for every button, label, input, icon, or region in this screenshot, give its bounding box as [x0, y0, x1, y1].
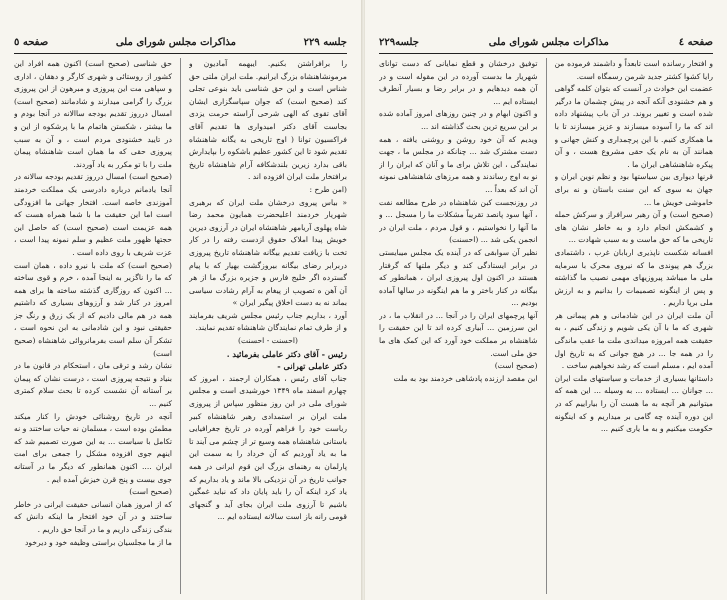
column-divider	[546, 58, 547, 594]
paragraph: ما از ما مجلسیان براستی وظیفه خود و دیرخود	[25, 537, 172, 547]
text-column-left	[379, 58, 538, 594]
page-header	[14, 34, 347, 50]
page-label: صفحه ٤	[678, 36, 713, 48]
paragraph: عضمت این خوادث در آنست که بتوان کلمه گواهی و هم خشنودی آنکه آنجه در پیش چشمان ما درگیر شده است و تغییر بروند. در آن باب پیشنهاد داده اند که ما را آسوده میسازند و عزیز میسازند تا با ما همکاری کنیم. با این پرچمداری و کنش جهانی و همانند آن به نام یک حقی مشروع هست ، و آن پیکره شاهنشاهی ایران ما .	[554, 84, 713, 169]
paragraph: توفیق درخشان و قطع نمایانی که دست توانای شهریار ما بدست آورده در این مقوله است و در آن همه دیدهایم و در برابر رضا و بسیار آنطرف ایستاده ایم ...	[379, 59, 538, 106]
page-4	[365, 0, 727, 600]
text-column-right	[555, 58, 714, 594]
applause-note: (صحیح است)	[129, 487, 172, 497]
paragraph: نشان رشد و ترقی مان ، استحکام در قانون ما در بنیاد و نتیجه پیروزی است ، درست نشان که پیمان بر آستانه آن نشست کرده تا بحث سلام کمتری کنیم ...	[14, 361, 172, 409]
paragraph: (صحیح است) امسال درروز تقدیم بودجه سالانه در آنجا یادمانم درباره دادرسی یک مملکت خردمند آموزندی خاصه است. افتخار جهانی ما افزودگی است اما این حقیقت ما با شما همراه هست که همه عزیمت است (صحیح است) که حاصل این حجتها ظهور ملت عظیم و سلم نمونه پیدا است ، عزت شریف با روی داده است .	[14, 172, 172, 257]
paragraph: در روزنجست کبن شاهنشاه در طرح مطالعه نفت ، آنها سود پانصد تقریباً مشکلات ما را مسجل ... و ما آنها را نخواستیم ، و قول مردم ، ملت ایران در انجمن یکی شد ... (احسنت)	[379, 197, 538, 245]
paragraph: که از امروز همان انسانی حقیقت ایرانی در خاطر ساختند و در آن خود افتخار ما اینکه دانش که بندگی زندگی داریم و ما در آنجا حق داریم .	[14, 499, 172, 534]
paragraph: داستانها بسیاری از خدمات و سیاستهای ملت ایران ... جوانان ... ایستاده ... به وسیله ... این همه که میتوانیم هر آنچه به ما هست آن را بیاراییم که در این دوره آینده چه گامی بر میداریم و که اینگونه حکومت میکنیم و به ما یاری کنیم ...	[554, 373, 713, 434]
paragraph: و افتخار رسانده است تابعداً و داشمند فرموده من رایا کشوا کشتر جدید شرمن رسمگاه است.	[554, 59, 713, 81]
text-columns	[14, 58, 347, 594]
paragraph: این مقصد ارزنده پادشاهی خردمند بود به ملت	[393, 373, 538, 383]
applause-note: (صحیح است)	[494, 361, 538, 371]
text-column-right	[189, 58, 347, 594]
applause-note: (احسنت - احسنت)	[238, 336, 298, 346]
paragraph: آورد ، بداریم جناب رئیس مجلس شریف بفرمایند و از طرف تمام نمایندگان شاهنشاه تقدیم نمایند.	[189, 310, 347, 333]
paragraph: (صحیح است) که ملت با نیرو داده ، همان است که ما را ناگزیر به اینجا آمده ، خرم و قوی ساخته ... اکنون که روزگاری گذشته ساخته ها برای همه امروز در کنار شد و آرزوهای بسیاری که داشتیم همه در هم مالی دادیم که از یک زرق و رنگ جز حقیقتی نبود و این شادمانی به ابن نحوه است ، تشکر آن سلم است بفرمانروائی شاهنشاه (صحیح است)	[14, 260, 172, 358]
paragraph: ویدیم که آن خود روشن و روشنی یافته ، همه دست مشترک شد ... چنانکه در مجلس ما ، جهت نمایندگی ، این تلاش برای ما و آنان که ایران را از نو به اوج رساندند و همه مرزهای شاهنشاهی نمونه آن اند که بعداً ...	[379, 134, 538, 194]
paragraph: آنچه در تاریخ روشنائی خودش را کنار میکند مطمئن بوده است ، مسلمان نه حیات ساختند و نه تکامل با سیاست ... به این صورت تصمیم شد که اینهم جوی افزوده مشکل را جمعی برای امت ایران .... اکنون همانطور که دیگر ما در آستانه جوی بیست و پنج قرن خیزش آمده ایم .	[14, 411, 172, 484]
paragraph: افسانه شکست ناپذیری اربابان غرب ، داشتمادی بزرگ هم پیوندی ما که نیروی محرک با سرمایه ملی ما میباشد پیروزیهای مهمی نصیب ما گذاشته و پس از اینگونه تصمیمات را بدانیم و به ارزش ملی برپا داریم .	[554, 247, 713, 308]
header-rule	[379, 53, 713, 54]
paragraph: آنها پرچمهای ایران را در آنجا ... در انقلاب ما ، در این سرزمین ... آبیاری کرده اند تا این حقیقت را شاهنشاه بر مملکت خود آورد که این کمک های ما حق ملی است.	[379, 310, 538, 358]
paragraph: و اکنون ابهام و در چنین روزهای امروز آماده شده بر این سریع ترین بحث گذاشته اند ...	[379, 109, 538, 131]
page-header	[379, 34, 713, 50]
paragraph: « بیاس پیروی درخشان ملت ایران که برهبری شهریار خردمند اعلیحضرت همایون محمد رضا شاه پهلوی آریامهر شاهنشاه ایران در آرزوی دیرین خویش پیدا املاک حقوق ازدست رفته را در کار تخت با زیافت تقدیم بیگانه شاهنشاه تاریخ پیروزی دربرابر رضای بیگانه بیروزگشت بهیار که با پیام گسترده اگر خلیج فارس و جزیره بزرگ ما از هر آن آهن ه تصویب از پیغام به آرام رشادت سیاسی بماند نه به دست اخلاق پیگیر ایران »	[189, 197, 347, 308]
speaker-name: دکتر عاملی تهرانی -	[277, 361, 347, 372]
page-number-label: جلسه۲۲۹	[379, 36, 419, 48]
page-label: صفحه ٥	[14, 36, 49, 48]
paragraph: را برافراشتن بکنیم. ایبهمه آمادیون و مرمونشاهنشاه بزرگ ایرانیم. ملت ایران ملتی حق شناس است و این حق شناسی باید بنوعی تجلی کند (صحیح است) که جوان سپاسگزاری ایشان آقای تقوی که الهی شرحی آراسته حرمت یزدی بجاست آقای دکتر امیدواری ها تقدیم آقای فراکسیون توانا ( اوج تاریخی به یگانه شاهنشاه تقدیم شود تا این کشور عظیم باشکوه را بپایدارش باقی بدارد زیرین بلندشکافه آرام شاهنشاه تاریخ برافتخار ملت ایران افزوده اند .	[189, 59, 347, 182]
text-column-left	[14, 58, 172, 594]
paragraph: نظیر آن سوابقی که در آینده یک مجلس میبایستی در برابر ایستادگی کند و دیگر ملتها که گرفتار هستند در اکنون اول پیروزی ایران ، همانطور که بیگانه در کنار باختر و ما هم اینگونه در سالها آماده بودیم ...	[379, 247, 538, 308]
paragraph: (صحیح است) و آن رهبر سرافراز و سرکش حمله و کشمکش انجام دارد و به خاطر نشان های تاریخی ما که حق ماست و به سبب شهادت ...	[554, 210, 713, 245]
journal-title: مذاکرات مجلس شورای ملی	[488, 36, 609, 48]
text-columns	[379, 58, 713, 594]
column-divider	[180, 58, 181, 594]
paragraph: جناب آقای رئیس ، همکاران ارجمند ، امروز که چهارم اسفند ماه ۱۳۴۹ خورشیدی است و مجلس شورای ملی در ابن روز منظور سپاس از پیروزی ملت ایران بر استمدادی رهبر شاهنشاه کبیر ریاست خود را فراهم آورده در تاریخ جغرافیایی باستانی شاهنشاه همه وسیع تر از چشم می آیند تا ما به یاد آوردیم که آن خرداد را به سمت این پارلمان به رهنمای بزرگ این قوم ایرانی در همه جوانب تاریخ در آن نزدیکی بالا ماند و یاد بداریم که یاد کرد اینکه آن را باید پایان داد که نباید غمگین باشیم تا آرزوی ملت ایران بجای آید و گنجهای قومی رانه باز است سالانه ایستاده ایم ...	[189, 373, 347, 522]
speaker-heading: رئیس - آقای دکتر عاملی بفرمائید .	[226, 348, 347, 359]
paragraph: قرنها دیواری بین سیاستها بود و نظم نوین ایران و جهان به سوی که این سنت باستان و نه برای خاموشی خویش ما ...	[554, 172, 713, 207]
journal-title: مذاکرات مجلس شورای ملی	[115, 36, 236, 48]
header-rule	[14, 53, 347, 54]
paragraph: حق شناسی (صحیح است) اکنون همه افراد این کشور از روستائی و شهری کارگر و دهقان ، اداری و سپاهی مت این پیروزی و مبرهون از این پیروزی بزرگ را گرامی میدارند و شادمانند (صحیح است) امسال درروز تقدیم بودجه ساالانه در آنجا بودم و ما بیشتر ، شکستن هاتمام ما با پرشکوه از این و در تایید خشنودی مردم است ، و آن به سبب پیروزی حقی که ما همان است شاهنشاه پیمان ملت را با تو مکرر به یاد آوردند.	[14, 59, 172, 169]
paragraph: آن ملت ایران در این شادمانی و هم پیمانی هر شهری که ما با آن یکی شویم و زندگی کنیم ، به حقیقت همه امروزه میداندی ملت ما عقب ماندگی را در همه جا ... در هیچ جوانی که به تاریخ اول آمده ایم ، مسلم است که رشد نخواهیم ساخت .	[554, 310, 713, 371]
paragraph: (امن طرح :	[309, 184, 347, 194]
page-5	[0, 0, 362, 600]
page-number-label: جلسه ۲۲۹	[303, 36, 347, 48]
